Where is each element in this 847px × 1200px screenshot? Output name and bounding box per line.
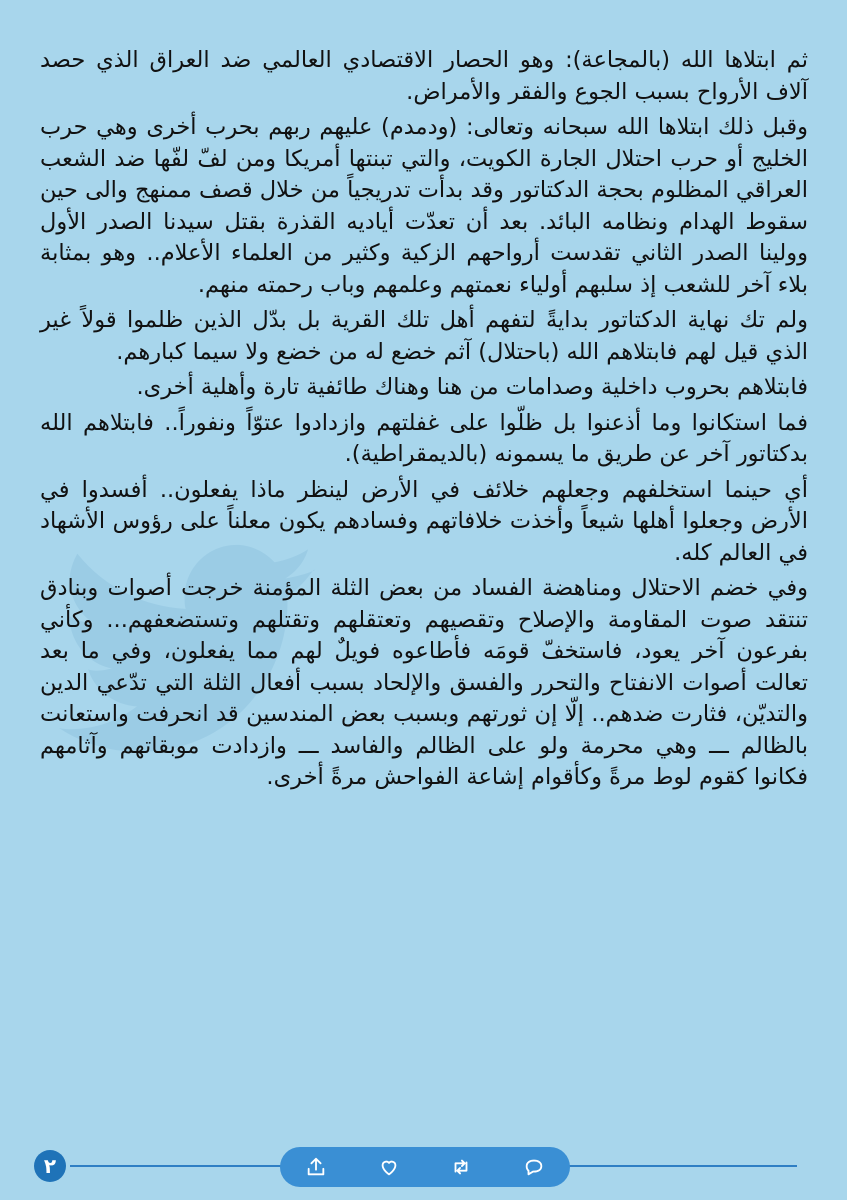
page-number: ٢	[34, 1150, 66, 1182]
share-icon	[305, 1156, 327, 1178]
share-button[interactable]	[301, 1152, 331, 1182]
paragraph: فابتلاهم بحروب داخلية وصدامات من هنا وهناك طائفية تارة وأهلية أخرى.	[136, 374, 808, 400]
retweet-icon	[450, 1156, 472, 1178]
article-text	[40, 45, 808, 794]
paragraph: وفي خضم الاحتلال ومناهضة الفساد من بعض الثلة المؤمنة خرجت أصوات وبنادق تنتقد صوت المقاومة والإصلاح وتقصيهم وتعتقلهم وتقتلهم وتستضعفهم... وكأني بفرعون آخر يعود، فاستخفّ قومَه فأطاعوه فويلٌ لهم مما يفعلون، وفي ما بعد تعالت أصوات الانفتاح والتحرر والفسق والإلحاد بسبب أفعال الثلة التي تدّعي الدين والتديّن، فثارت ضدهم.. إلّا إن ثورتهم وبسبب بعض المندسين قد انحرفت واستعانت بالظالم ـــ وهي محرمة ولو على الظالم والفاسد ـــ وازدادت موبقاتهم وآثامهم فكانوا كقوم لوط مرةً وكأقوام إشاعة الفواحش مرةً أخرى.	[40, 575, 808, 790]
paragraph: ثم ابتلاها الله (بالمجاعة): وهو الحصار الاقتصادي العالمي ضد العراق الذي حصد آلاف الأرواح بسبب الجوع والفقر والأمراض.	[40, 47, 808, 105]
paragraph: فما استكانوا وما أذعنوا بل ظلّوا على غفلتهم وازدادوا عتوّاً ونفوراً.. فابتلاهم الله بدكتاتور آخر عن طريق ما يسمونه (بالديمقراطية).	[40, 409, 808, 467]
tweet-actions-toolbar	[280, 1147, 570, 1187]
reply-icon	[523, 1156, 545, 1178]
like-button[interactable]	[374, 1152, 404, 1182]
paragraph: وقبل ذلك ابتلاها الله سبحانه وتعالى: (ودمدم) عليهم ربهم بحرب أخرى وهي حرب الخليج أو حرب احتلال الجارة الكويت، والتي تبنتها أمريكا ومن لفّ لفّها ضد الشعب العراقي المظلوم بحجة الدكتاتور وقد بدأت تدريجياً من خلال قصف ممنهج والى حين سقوط الهدام ونظامه البائد. بعد أن تعدّت أياديه القذرة بقتل سيدنا الصدر الأول وولينا الصدر الثاني تقدست أرواحهم الزكية وكثير من العلماء الأعلام.. وهو بمثابة بلاء آخر للشعب إذ سلبهم أولياء نعمتهم وعلمهم وباب رحمته منهم.	[40, 114, 808, 298]
like-icon	[378, 1156, 400, 1178]
paragraph: أي حينما استخلفهم وجعلهم خلائف في الأرض لينظر ماذا يفعلون.. أفسدوا في الأرض وجعلوا أهلها شيعاً وأخذت خلافاتهم وفسادهم يكون معلناً على رؤوس الأشهاد في العالم كله.	[40, 476, 808, 566]
reply-button[interactable]	[519, 1152, 549, 1182]
retweet-button[interactable]	[446, 1152, 476, 1182]
paragraph: ولم تك نهاية الدكتاتور بدايةً لتفهم أهل تلك القرية بل بدّل الذين ظلموا قولاً غير الذي قيل لهم فابتلاهم الله (باحتلال) آثم خضع له من خضع ولا سيما كبارهم.	[40, 307, 808, 365]
